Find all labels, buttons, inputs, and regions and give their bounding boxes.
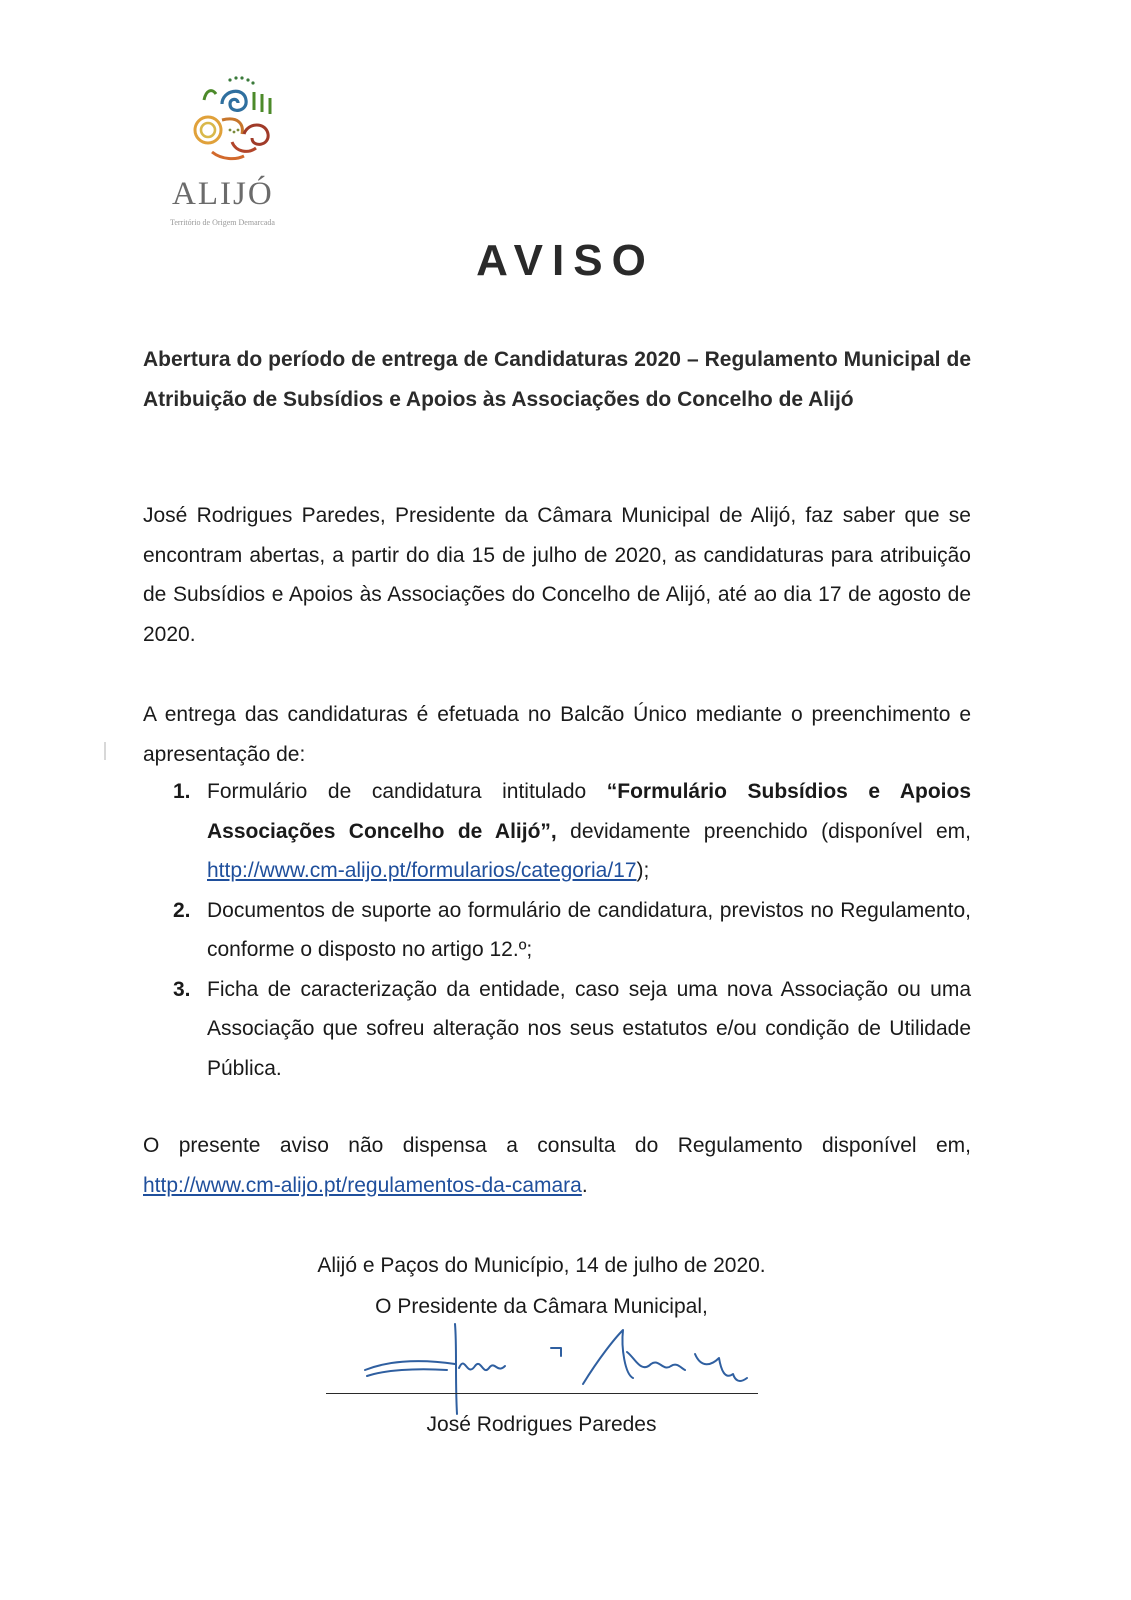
signatory-name: José Rodrigues Paredes xyxy=(426,1413,657,1436)
regulation-link[interactable]: http://www.cm-alijo.pt/regulamentos-da-camara xyxy=(143,1173,582,1197)
list-item xyxy=(143,970,971,1089)
list-number: 3. xyxy=(173,977,191,1001)
alijo-logo xyxy=(168,72,308,232)
list-item xyxy=(143,891,971,970)
list-number: 2. xyxy=(173,898,191,922)
logo-tagline: Território de Origem Demarcada xyxy=(170,218,275,227)
list-text: Formulário de candidatura intitulado xyxy=(207,780,607,803)
regulation-end: . xyxy=(581,1173,588,1197)
form-title: “Formulário Subsídios e Apoios Associações Concelho de Alijó”, xyxy=(207,780,971,843)
signatory-role: O Presidente da Câmara Municipal, xyxy=(375,1295,708,1318)
list-text-end: ); xyxy=(636,859,650,882)
paragraph-regulation xyxy=(143,1126,971,1205)
list-number: 1. xyxy=(173,780,191,803)
list-item xyxy=(143,772,971,891)
place-date: Alijó e Paços do Município, 14 de julho de 2020. xyxy=(317,1254,766,1277)
requirements-list xyxy=(143,772,971,1088)
signature-line xyxy=(326,1393,758,1394)
paragraph-delivery: A entrega das candidaturas é efetuada no Balcão Único mediante o preenchimento e apresentação de: xyxy=(143,703,971,766)
notice-heading: Abertura do período de entrega de Candidaturas 2020 – Regulamento Municipal de Atribuição de Subsídios e Apoios às Associações do Concelho de Alijó xyxy=(143,348,971,411)
list-text: Ficha de caracterização da entidade, caso seja uma nova Associação ou uma Associação que sofreu alteração nos seus estatutos e/ou condição de Utilidade Pública. xyxy=(207,977,971,1080)
list-text: Documentos de suporte ao formulário de candidatura, previstos no Regulamento, conforme o disposto no artigo 12.º; xyxy=(207,898,971,961)
paragraph-announcement: José Rodrigues Paredes, Presidente da Câmara Municipal de Alijó, faz saber que se encontram abertas, a partir do dia 15 de julho de 2020, as candidaturas para atribuição de Subsídios e Apoios às Associações do Concelho de Alijó, até ao dia 17 de agosto de 2020. xyxy=(143,504,971,646)
list-text-cont: devidamente preenchido (disponível em, xyxy=(556,819,972,843)
regulation-text: O presente aviso não dispensa a consulta do Regulamento disponível em, xyxy=(143,1134,971,1157)
logo-emblem-icon xyxy=(182,72,292,172)
forms-link[interactable]: http://www.cm-alijo.pt/formularios/categoria/17 xyxy=(207,859,637,882)
handwritten-signature xyxy=(355,1318,755,1418)
logo-wordmark: ALIJÓ xyxy=(172,176,274,212)
page-title: AVISO xyxy=(476,236,655,285)
margin-mark xyxy=(104,742,106,760)
